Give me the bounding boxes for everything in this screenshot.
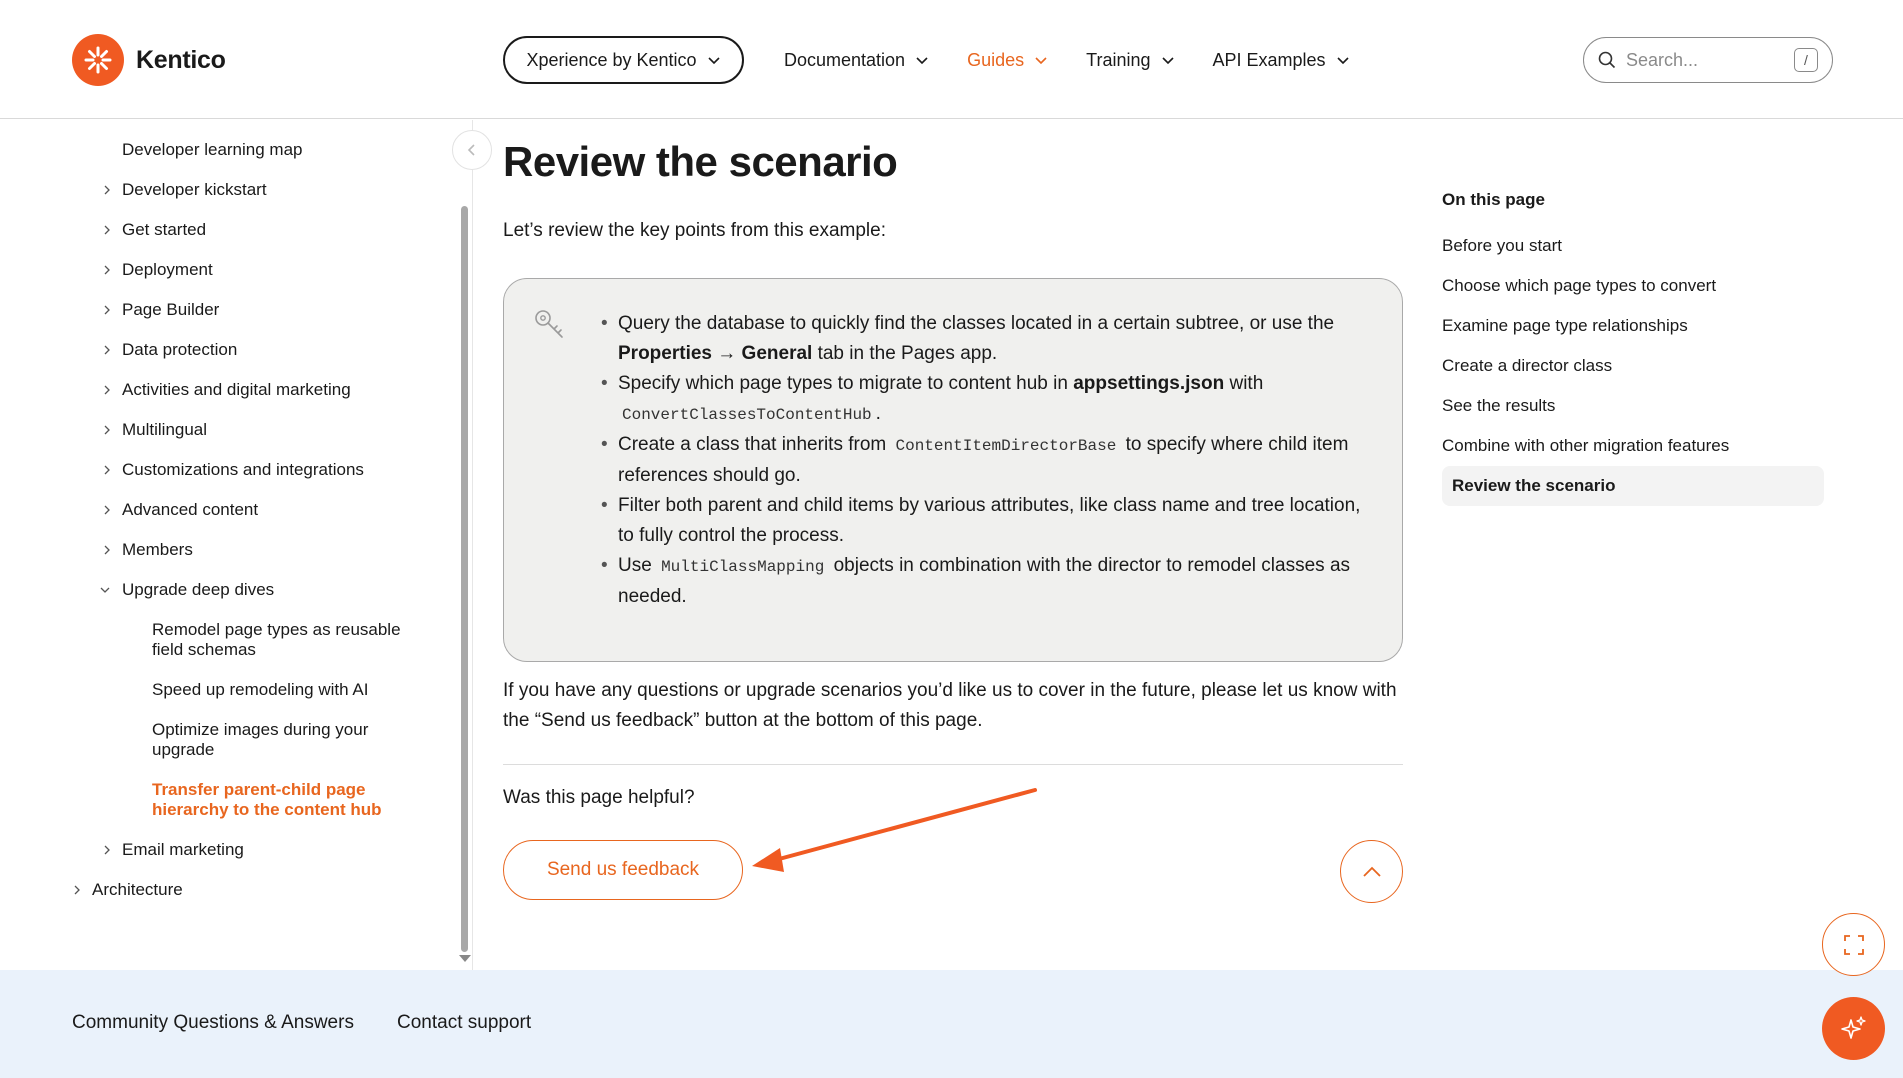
toc-item-choose-page-types[interactable]: Choose which page types to convert [1442, 276, 1717, 295]
chevron-right-icon [102, 225, 112, 235]
list-item [618, 551, 1378, 612]
sidebar-item-transfer-parent-child[interactable] [152, 780, 422, 820]
sidebar-item-label: Transfer parent-child page hierarchy to the content hub [152, 780, 382, 819]
chevron-left-icon [466, 143, 478, 157]
search-box[interactable] [1583, 37, 1833, 83]
bullet-text: objects in combination with the director to remodel classes as needed. [618, 555, 1351, 607]
nav-label: API Examples [1212, 49, 1326, 70]
divider [503, 764, 1403, 765]
key-points-list [618, 309, 1378, 612]
chevron-right-icon [72, 885, 82, 895]
toc-item-examine-relationships[interactable]: Examine page type relationships [1442, 316, 1688, 335]
sidebar-item-upgrade-deep-dives[interactable] [122, 580, 274, 600]
sidebar-item-architecture[interactable] [92, 880, 183, 900]
chevron-down-icon [1034, 53, 1048, 67]
scroll-down-arrow-icon[interactable] [459, 955, 471, 962]
sidebar-item-label: Data protection [122, 340, 238, 359]
sidebar-item-email-marketing[interactable] [122, 840, 244, 860]
collapse-sidebar-button[interactable] [452, 130, 492, 170]
chevron-right-icon [102, 425, 112, 435]
nav-training[interactable] [1086, 50, 1174, 71]
nav-label: Guides [967, 49, 1025, 70]
sidebar-item-speed-up-remodeling[interactable] [152, 680, 422, 700]
chevron-right-icon [102, 505, 112, 515]
chevron-right-icon [102, 465, 112, 475]
list-item [618, 430, 1378, 491]
toc-item-review-scenario[interactable]: Review the scenario [1442, 466, 1824, 506]
footer-link-community[interactable]: Community Questions & Answers [72, 1012, 354, 1033]
bullet-text: Filter both parent and child items by various attributes, like class name and tree location, to fully control the process. [618, 495, 1361, 546]
back-to-top-button[interactable] [1340, 840, 1403, 903]
sidebar-item-label: Advanced content [122, 500, 259, 519]
fullscreen-button[interactable] [1822, 913, 1885, 976]
list-item [618, 309, 1378, 369]
sidebar-item-data-protection[interactable] [122, 340, 237, 360]
sidebar-item-members[interactable] [122, 540, 193, 560]
bullet-text: Query the database to quickly find the classes located in a certain subtree, or use the [618, 313, 1335, 334]
sparkle-icon [1839, 1014, 1869, 1044]
sidebar-item-label: Developer kickstart [122, 180, 267, 199]
annotation-arrow [740, 780, 1040, 880]
toc-item-see-results[interactable]: See the results [1442, 396, 1556, 415]
sidebar-item-developer-learning-map[interactable] [122, 140, 303, 160]
chevron-right-icon [102, 845, 112, 855]
sidebar-item-advanced-content[interactable] [122, 500, 258, 520]
sidebar-item-label: Multilingual [122, 420, 208, 439]
sidebar-item-label: Optimize images during your upgrade [152, 720, 369, 759]
sidebar-item-customizations[interactable] [122, 460, 364, 480]
nav-label: Documentation [784, 49, 906, 70]
toc-item-create-director-class[interactable]: Create a director class [1442, 356, 1613, 375]
sidebar-item-label: Get started [122, 220, 207, 239]
bullet-text: with [1224, 373, 1264, 394]
sidebar-item-label: Deployment [122, 260, 213, 279]
site-footer [0, 970, 1903, 1078]
sidebar-item-label: Activities and digital marketing [122, 380, 351, 399]
search-input[interactable] [1626, 50, 1776, 71]
nav-label: Training [1086, 49, 1151, 70]
chevron-right-icon [102, 185, 112, 195]
nav-guides[interactable] [967, 50, 1048, 71]
chevron-right-icon [102, 345, 112, 355]
search-shortcut-hint: / [1794, 48, 1818, 72]
sidebar-item-activities[interactable] [122, 380, 351, 400]
bullet-bold: appsettings.json [1073, 373, 1225, 394]
bullet-text: tab in the Pages app. [812, 343, 998, 364]
footer-link-contact-support[interactable]: Contact support [397, 1012, 532, 1033]
bullet-bold: Properties [618, 343, 712, 364]
inline-code: MultiClassMapping [661, 558, 825, 576]
send-feedback-button[interactable]: Send us feedback [503, 840, 743, 900]
bullet-bold: General [741, 343, 813, 364]
expand-icon [1842, 933, 1866, 957]
chevron-right-icon [102, 265, 112, 275]
chevron-right-icon [102, 385, 112, 395]
product-switcher[interactable] [503, 36, 744, 84]
sidebar-item-label: Members [122, 540, 193, 559]
product-switcher-label: Xperience by Kentico [526, 49, 697, 70]
sidebar-item-label: Page Builder [122, 300, 220, 319]
chevron-right-icon [102, 305, 112, 315]
nav-documentation[interactable] [784, 50, 929, 71]
sidebar-divider [472, 120, 473, 970]
list-item [618, 369, 1378, 430]
sidebar-item-optimize-images[interactable] [152, 720, 392, 760]
toc-item-before-you-start[interactable]: Before you start [1442, 236, 1563, 255]
bullet-text: Specify which page types to migrate to content hub in [618, 373, 1074, 394]
chevron-down-icon [915, 53, 929, 67]
toc-heading: On this page [1442, 190, 1545, 209]
sidebar-item-label: Speed up remodeling with AI [152, 680, 369, 699]
sidebar-item-get-started[interactable] [122, 220, 206, 240]
key-points-callout [503, 278, 1403, 662]
sidebar-item-page-builder[interactable] [122, 300, 219, 320]
sidebar-item-label: Architecture [92, 880, 183, 899]
sidebar-item-label: Upgrade deep dives [122, 580, 275, 599]
logo-text: Kentico [136, 45, 226, 74]
sidebar-item-label: Email marketing [122, 840, 244, 859]
chevron-up-icon [1362, 866, 1382, 878]
sidebar-item-multilingual[interactable] [122, 420, 207, 440]
nav-api-examples[interactable] [1213, 50, 1350, 71]
toc-item-combine-migration[interactable]: Combine with other migration features [1442, 436, 1730, 455]
sidebar-item-remodel-page-types[interactable] [152, 620, 422, 660]
kentico-logo-icon [72, 34, 124, 86]
kentico-logo[interactable] [72, 34, 226, 86]
sidebar-item-deployment[interactable] [122, 260, 213, 280]
sidebar-nav [0, 120, 474, 970]
inline-code: ContentItemDirectorBase [895, 437, 1117, 455]
chevron-down-icon [100, 585, 110, 595]
chevron-down-icon [707, 53, 721, 67]
bullet-text: Use [618, 555, 658, 576]
chevron-down-icon [1336, 53, 1350, 67]
sidebar-item-label: Remodel page types as reusable field schemas [152, 620, 401, 659]
inline-code: ConvertClassesToContentHub [622, 406, 872, 424]
sidebar-item-label: Developer learning map [122, 140, 303, 159]
main-nav [784, 36, 1350, 84]
sidebar-item-label: Customizations and integrations [122, 460, 364, 479]
search-icon [1598, 51, 1616, 69]
helpful-question: Was this page helpful? [503, 787, 695, 808]
bullet-text: to specify where child item references should go. [618, 434, 1349, 486]
sidebar-item-developer-kickstart[interactable] [122, 180, 267, 200]
sidebar-scrollbar[interactable] [461, 206, 468, 952]
key-icon [532, 307, 566, 341]
intro-text: Let’s review the key points from this example: [503, 220, 886, 241]
bullet-text: Create a class that inherits from [618, 434, 892, 455]
site-header [0, 0, 1903, 119]
ai-assistant-button[interactable] [1822, 997, 1885, 1060]
bullet-text: . [875, 403, 881, 424]
outro-text: If you have any questions or upgrade scenarios you’d like us to cover in the future, please let us know with the “Send us feedback” button at the bottom of this page. [503, 680, 1397, 731]
chevron-right-icon [102, 545, 112, 555]
bullet-arrow: → [711, 343, 742, 364]
chevron-down-icon [1161, 53, 1175, 67]
page-title: Review the scenario [503, 138, 898, 185]
list-item [618, 491, 1378, 551]
